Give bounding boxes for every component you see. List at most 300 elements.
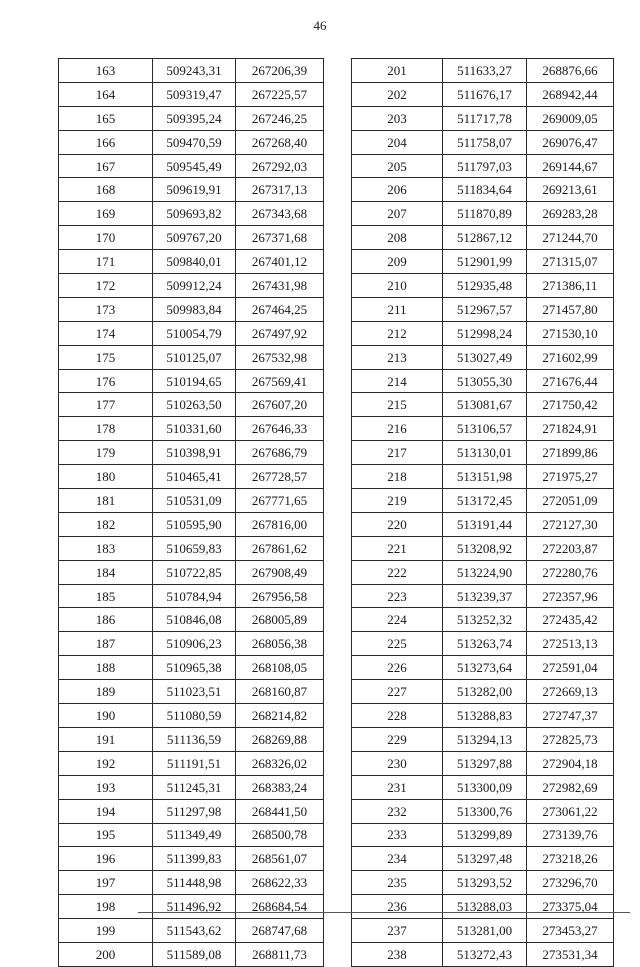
x-coordinate-cell: 511496,92: [153, 895, 236, 919]
y-coordinate-cell: 271602,99: [527, 345, 614, 369]
y-coordinate-cell: 269009,05: [527, 106, 614, 130]
x-coordinate-cell: 513151,98: [443, 465, 527, 489]
table-row: [59, 680, 324, 704]
x-coordinate-cell: 510054,79: [153, 321, 236, 345]
y-coordinate-cell: 271899,86: [527, 441, 614, 465]
x-coordinate-cell: 509395,24: [153, 106, 236, 130]
y-coordinate-cell: 267431,98: [236, 274, 324, 298]
table-row: [352, 727, 614, 751]
y-coordinate-cell: 267206,39: [236, 59, 324, 83]
table-row: [352, 82, 614, 106]
x-coordinate-cell: 511136,59: [153, 727, 236, 751]
table-row: [352, 417, 614, 441]
point-number-cell: 208: [352, 226, 443, 250]
table-row: [59, 823, 324, 847]
table-row: [59, 321, 324, 345]
table-row: [352, 274, 614, 298]
table-row: [352, 536, 614, 560]
table-row: [59, 297, 324, 321]
x-coordinate-cell: 513239,37: [443, 584, 527, 608]
point-number-cell: 211: [352, 297, 443, 321]
point-number-cell: 224: [352, 608, 443, 632]
point-number-cell: 183: [59, 536, 153, 560]
y-coordinate-cell: 268622,33: [236, 871, 324, 895]
y-coordinate-cell: 273139,76: [527, 823, 614, 847]
point-number-cell: 229: [352, 727, 443, 751]
point-number-cell: 209: [352, 250, 443, 274]
y-coordinate-cell: 272203,87: [527, 536, 614, 560]
y-coordinate-cell: 267225,57: [236, 82, 324, 106]
x-coordinate-cell: 513172,45: [443, 489, 527, 513]
point-number-cell: 184: [59, 560, 153, 584]
table-row: [352, 895, 614, 919]
table-row: [352, 345, 614, 369]
y-coordinate-cell: 267268,40: [236, 130, 324, 154]
point-number-cell: 177: [59, 393, 153, 417]
y-coordinate-cell: 268005,89: [236, 608, 324, 632]
point-number-cell: 205: [352, 154, 443, 178]
point-number-cell: 199: [59, 919, 153, 943]
x-coordinate-cell: 513208,92: [443, 536, 527, 560]
point-number-cell: 234: [352, 847, 443, 871]
table-row: [352, 369, 614, 393]
point-number-cell: 233: [352, 823, 443, 847]
table-row: [59, 178, 324, 202]
point-number-cell: 181: [59, 489, 153, 513]
y-coordinate-cell: 268214,82: [236, 704, 324, 728]
x-coordinate-cell: 511633,27: [443, 59, 527, 83]
x-coordinate-cell: 513297,88: [443, 751, 527, 775]
x-coordinate-cell: 511589,08: [153, 942, 236, 966]
y-coordinate-cell: 267371,68: [236, 226, 324, 250]
x-coordinate-cell: 511797,03: [443, 154, 527, 178]
table-row: [59, 512, 324, 536]
x-coordinate-cell: 512935,48: [443, 274, 527, 298]
table-row: [352, 871, 614, 895]
table-row: [352, 489, 614, 513]
x-coordinate-cell: 511297,98: [153, 799, 236, 823]
point-number-cell: 182: [59, 512, 153, 536]
y-coordinate-cell: 267401,12: [236, 250, 324, 274]
table-row: [59, 154, 324, 178]
x-coordinate-cell: 509243,31: [153, 59, 236, 83]
x-coordinate-cell: 513300,09: [443, 775, 527, 799]
point-number-cell: 185: [59, 584, 153, 608]
x-coordinate-cell: 512901,99: [443, 250, 527, 274]
x-coordinate-cell: 509619,91: [153, 178, 236, 202]
point-number-cell: 237: [352, 919, 443, 943]
table-row: [352, 202, 614, 226]
y-coordinate-cell: 273296,70: [527, 871, 614, 895]
x-coordinate-cell: 513252,32: [443, 608, 527, 632]
point-number-cell: 206: [352, 178, 443, 202]
y-coordinate-cell: 267497,92: [236, 321, 324, 345]
y-coordinate-cell: 267317,13: [236, 178, 324, 202]
x-coordinate-cell: 510125,07: [153, 345, 236, 369]
table-row: [352, 847, 614, 871]
point-number-cell: 212: [352, 321, 443, 345]
point-number-cell: 187: [59, 632, 153, 656]
table-row: [352, 250, 614, 274]
point-number-cell: 214: [352, 369, 443, 393]
x-coordinate-cell: 513263,74: [443, 632, 527, 656]
y-coordinate-cell: 273061,22: [527, 799, 614, 823]
point-number-cell: 192: [59, 751, 153, 775]
x-coordinate-cell: 513224,90: [443, 560, 527, 584]
coordinates-table-left: [58, 58, 324, 967]
point-number-cell: 236: [352, 895, 443, 919]
point-number-cell: 166: [59, 130, 153, 154]
y-coordinate-cell: 269144,67: [527, 154, 614, 178]
table-row: [352, 512, 614, 536]
x-coordinate-cell: 510965,38: [153, 656, 236, 680]
point-number-cell: 168: [59, 178, 153, 202]
point-number-cell: 167: [59, 154, 153, 178]
x-coordinate-cell: 512867,12: [443, 226, 527, 250]
point-number-cell: 220: [352, 512, 443, 536]
point-number-cell: 203: [352, 106, 443, 130]
y-coordinate-cell: 268561,07: [236, 847, 324, 871]
x-coordinate-cell: 511448,98: [153, 871, 236, 895]
table-row: [59, 489, 324, 513]
point-number-cell: 219: [352, 489, 443, 513]
point-number-cell: 188: [59, 656, 153, 680]
point-number-cell: 165: [59, 106, 153, 130]
x-coordinate-cell: 511245,31: [153, 775, 236, 799]
point-number-cell: 178: [59, 417, 153, 441]
point-number-cell: 186: [59, 608, 153, 632]
x-coordinate-cell: 513288,03: [443, 895, 527, 919]
y-coordinate-cell: 271975,27: [527, 465, 614, 489]
x-coordinate-cell: 509545,49: [153, 154, 236, 178]
table-row: [352, 465, 614, 489]
table-row: [59, 871, 324, 895]
y-coordinate-cell: 271750,42: [527, 393, 614, 417]
table-row: [59, 799, 324, 823]
table-row: [59, 632, 324, 656]
x-coordinate-cell: 513272,43: [443, 942, 527, 966]
point-number-cell: 221: [352, 536, 443, 560]
table-row: [59, 919, 324, 943]
point-number-cell: 235: [352, 871, 443, 895]
point-number-cell: 196: [59, 847, 153, 871]
x-coordinate-cell: 513027,49: [443, 345, 527, 369]
table-row: [59, 465, 324, 489]
x-coordinate-cell: 512967,57: [443, 297, 527, 321]
table-row: [352, 178, 614, 202]
table-row: [352, 680, 614, 704]
y-coordinate-cell: 268056,38: [236, 632, 324, 656]
y-coordinate-cell: 273218,26: [527, 847, 614, 871]
x-coordinate-cell: 513273,64: [443, 656, 527, 680]
table-row: [59, 250, 324, 274]
y-coordinate-cell: 269283,28: [527, 202, 614, 226]
y-coordinate-cell: 272747,37: [527, 704, 614, 728]
x-coordinate-cell: 510331,60: [153, 417, 236, 441]
x-coordinate-cell: 513293,52: [443, 871, 527, 895]
x-coordinate-cell: 513055,30: [443, 369, 527, 393]
x-coordinate-cell: 510263,50: [153, 393, 236, 417]
table-row: [352, 704, 614, 728]
table-row: [59, 274, 324, 298]
y-coordinate-cell: 268441,50: [236, 799, 324, 823]
point-number-cell: 207: [352, 202, 443, 226]
point-number-cell: 218: [352, 465, 443, 489]
point-number-cell: 169: [59, 202, 153, 226]
table-row: [59, 417, 324, 441]
table-row: [59, 942, 324, 966]
point-number-cell: 201: [352, 59, 443, 83]
x-coordinate-cell: 511717,78: [443, 106, 527, 130]
point-number-cell: 228: [352, 704, 443, 728]
x-coordinate-cell: 511758,07: [443, 130, 527, 154]
table-row: [59, 727, 324, 751]
x-coordinate-cell: 511191,51: [153, 751, 236, 775]
table-row: [59, 608, 324, 632]
point-number-cell: 226: [352, 656, 443, 680]
x-coordinate-cell: 510531,09: [153, 489, 236, 513]
y-coordinate-cell: 268747,68: [236, 919, 324, 943]
x-coordinate-cell: 513294,13: [443, 727, 527, 751]
table-row: [352, 751, 614, 775]
table-row: [59, 751, 324, 775]
y-coordinate-cell: 268811,73: [236, 942, 324, 966]
y-coordinate-cell: 267861,62: [236, 536, 324, 560]
x-coordinate-cell: 511676,17: [443, 82, 527, 106]
table-row: [59, 847, 324, 871]
table-row: [59, 226, 324, 250]
table-row: [352, 59, 614, 83]
table-row: [59, 369, 324, 393]
y-coordinate-cell: 267816,00: [236, 512, 324, 536]
point-number-cell: 193: [59, 775, 153, 799]
y-coordinate-cell: 267956,58: [236, 584, 324, 608]
y-coordinate-cell: 272513,13: [527, 632, 614, 656]
x-coordinate-cell: 513281,00: [443, 919, 527, 943]
table-row: [59, 106, 324, 130]
x-coordinate-cell: 511870,89: [443, 202, 527, 226]
x-coordinate-cell: 510722,85: [153, 560, 236, 584]
table-row: [59, 656, 324, 680]
page-number: 46: [313, 18, 327, 33]
y-coordinate-cell: 267646,33: [236, 417, 324, 441]
table-row: [59, 775, 324, 799]
point-number-cell: 225: [352, 632, 443, 656]
y-coordinate-cell: 268326,02: [236, 751, 324, 775]
point-number-cell: 200: [59, 942, 153, 966]
y-coordinate-cell: 267771,65: [236, 489, 324, 513]
table-row: [59, 345, 324, 369]
y-coordinate-cell: 268269,88: [236, 727, 324, 751]
y-coordinate-cell: 269213,61: [527, 178, 614, 202]
x-coordinate-cell: 510595,90: [153, 512, 236, 536]
x-coordinate-cell: 513288,83: [443, 704, 527, 728]
table-row: [59, 584, 324, 608]
table-row: [59, 82, 324, 106]
point-number-cell: 174: [59, 321, 153, 345]
x-coordinate-cell: 509912,24: [153, 274, 236, 298]
table-row: [59, 560, 324, 584]
point-number-cell: 232: [352, 799, 443, 823]
point-number-cell: 195: [59, 823, 153, 847]
y-coordinate-cell: 273375,04: [527, 895, 614, 919]
x-coordinate-cell: 509470,59: [153, 130, 236, 154]
table-row: [352, 130, 614, 154]
y-coordinate-cell: 268942,44: [527, 82, 614, 106]
x-coordinate-cell: 510465,41: [153, 465, 236, 489]
point-number-cell: 163: [59, 59, 153, 83]
x-coordinate-cell: 509319,47: [153, 82, 236, 106]
point-number-cell: 223: [352, 584, 443, 608]
y-coordinate-cell: 271244,70: [527, 226, 614, 250]
y-coordinate-cell: 272904,18: [527, 751, 614, 775]
table-row: [352, 226, 614, 250]
y-coordinate-cell: 268383,24: [236, 775, 324, 799]
table-row: [352, 919, 614, 943]
table-row: [59, 536, 324, 560]
x-coordinate-cell: 511349,49: [153, 823, 236, 847]
x-coordinate-cell: 510784,94: [153, 584, 236, 608]
point-number-cell: 230: [352, 751, 443, 775]
point-number-cell: 204: [352, 130, 443, 154]
y-coordinate-cell: 271676,44: [527, 369, 614, 393]
point-number-cell: 197: [59, 871, 153, 895]
x-coordinate-cell: 510194,65: [153, 369, 236, 393]
y-coordinate-cell: 267343,68: [236, 202, 324, 226]
point-number-cell: 164: [59, 82, 153, 106]
table-row: [352, 154, 614, 178]
table-row: [352, 608, 614, 632]
x-coordinate-cell: 513297,48: [443, 847, 527, 871]
x-coordinate-cell: 511023,51: [153, 680, 236, 704]
x-coordinate-cell: 511080,59: [153, 704, 236, 728]
table-row: [59, 393, 324, 417]
y-coordinate-cell: 268500,78: [236, 823, 324, 847]
y-coordinate-cell: 272051,09: [527, 489, 614, 513]
y-coordinate-cell: 267464,25: [236, 297, 324, 321]
table-row: [352, 560, 614, 584]
x-coordinate-cell: 513300,76: [443, 799, 527, 823]
point-number-cell: 231: [352, 775, 443, 799]
x-coordinate-cell: 510398,91: [153, 441, 236, 465]
point-number-cell: 194: [59, 799, 153, 823]
table-row: [59, 441, 324, 465]
point-number-cell: 175: [59, 345, 153, 369]
point-number-cell: 222: [352, 560, 443, 584]
point-number-cell: 213: [352, 345, 443, 369]
table-row: [59, 202, 324, 226]
point-number-cell: 217: [352, 441, 443, 465]
coordinates-table-right: [351, 58, 614, 967]
table-row: [59, 704, 324, 728]
table-row: [352, 393, 614, 417]
y-coordinate-cell: 272357,96: [527, 584, 614, 608]
table-row: [352, 775, 614, 799]
point-number-cell: 238: [352, 942, 443, 966]
x-coordinate-cell: 513299,89: [443, 823, 527, 847]
y-coordinate-cell: 272280,76: [527, 560, 614, 584]
y-coordinate-cell: 271386,11: [527, 274, 614, 298]
table-row: [352, 106, 614, 130]
y-coordinate-cell: 271530,10: [527, 321, 614, 345]
point-number-cell: 173: [59, 297, 153, 321]
y-coordinate-cell: 271315,07: [527, 250, 614, 274]
y-coordinate-cell: 267532,98: [236, 345, 324, 369]
y-coordinate-cell: 272825,73: [527, 727, 614, 751]
table-row: [352, 584, 614, 608]
table-row: [352, 823, 614, 847]
x-coordinate-cell: 509767,20: [153, 226, 236, 250]
y-coordinate-cell: 267292,03: [236, 154, 324, 178]
x-coordinate-cell: 509983,84: [153, 297, 236, 321]
y-coordinate-cell: 267728,57: [236, 465, 324, 489]
y-coordinate-cell: 267686,79: [236, 441, 324, 465]
y-coordinate-cell: 272127,30: [527, 512, 614, 536]
y-coordinate-cell: 273453,27: [527, 919, 614, 943]
point-number-cell: 210: [352, 274, 443, 298]
y-coordinate-cell: 272982,69: [527, 775, 614, 799]
y-coordinate-cell: 267607,20: [236, 393, 324, 417]
point-number-cell: 227: [352, 680, 443, 704]
table-row: [59, 59, 324, 83]
point-number-cell: 189: [59, 680, 153, 704]
point-number-cell: 215: [352, 393, 443, 417]
y-coordinate-cell: 267908,49: [236, 560, 324, 584]
x-coordinate-cell: 509693,82: [153, 202, 236, 226]
x-coordinate-cell: 509840,01: [153, 250, 236, 274]
x-coordinate-cell: 510659,83: [153, 536, 236, 560]
point-number-cell: 176: [59, 369, 153, 393]
table-row: [59, 895, 324, 919]
x-coordinate-cell: 512998,24: [443, 321, 527, 345]
x-coordinate-cell: 513282,00: [443, 680, 527, 704]
x-coordinate-cell: 510846,08: [153, 608, 236, 632]
point-number-cell: 198: [59, 895, 153, 919]
x-coordinate-cell: 513106,57: [443, 417, 527, 441]
point-number-cell: 190: [59, 704, 153, 728]
table-row: [352, 632, 614, 656]
y-coordinate-cell: 269076,47: [527, 130, 614, 154]
y-coordinate-cell: 268108,05: [236, 656, 324, 680]
y-coordinate-cell: 272435,42: [527, 608, 614, 632]
point-number-cell: 170: [59, 226, 153, 250]
x-coordinate-cell: 513191,44: [443, 512, 527, 536]
y-coordinate-cell: 267569,41: [236, 369, 324, 393]
point-number-cell: 202: [352, 82, 443, 106]
y-coordinate-cell: 273531,34: [527, 942, 614, 966]
y-coordinate-cell: 268684,54: [236, 895, 324, 919]
x-coordinate-cell: 511543,62: [153, 919, 236, 943]
x-coordinate-cell: 513130,01: [443, 441, 527, 465]
x-coordinate-cell: 511834,64: [443, 178, 527, 202]
point-number-cell: 180: [59, 465, 153, 489]
point-number-cell: 179: [59, 441, 153, 465]
x-coordinate-cell: 513081,67: [443, 393, 527, 417]
point-number-cell: 216: [352, 417, 443, 441]
x-coordinate-cell: 511399,83: [153, 847, 236, 871]
table-row: [352, 799, 614, 823]
table-row: [352, 321, 614, 345]
point-number-cell: 171: [59, 250, 153, 274]
table-row: [352, 656, 614, 680]
table-row: [59, 130, 324, 154]
y-coordinate-cell: 272669,13: [527, 680, 614, 704]
y-coordinate-cell: 268160,87: [236, 680, 324, 704]
table-row: [352, 441, 614, 465]
point-number-cell: 191: [59, 727, 153, 751]
table-row: [352, 297, 614, 321]
point-number-cell: 172: [59, 274, 153, 298]
